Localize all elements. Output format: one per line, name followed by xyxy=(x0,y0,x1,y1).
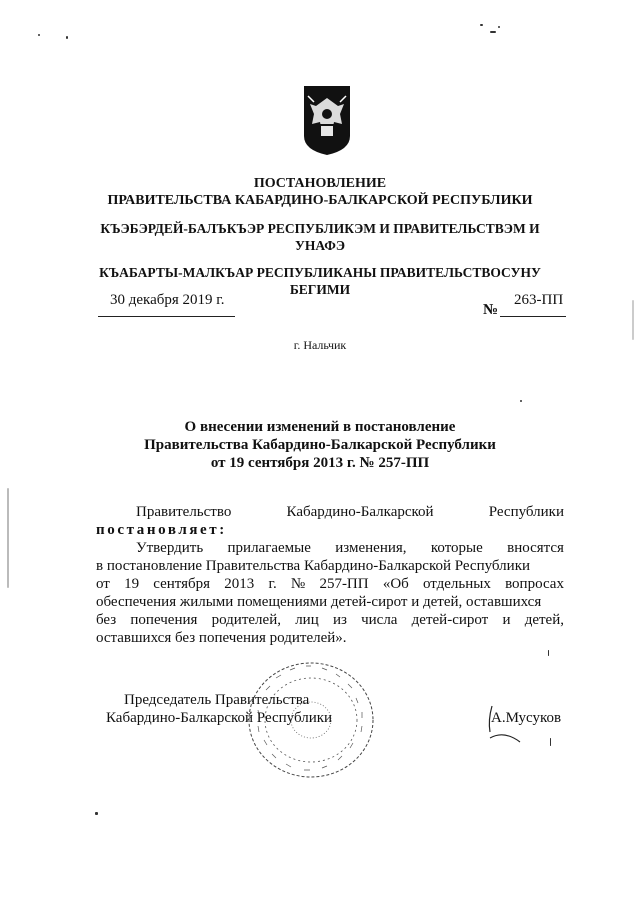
paragraph-2-line-2: в постановление Правительства Кабардино-Балкарской Республики xyxy=(96,558,531,574)
word: которые xyxy=(430,540,483,556)
word: «Об xyxy=(382,576,409,592)
scan-edge-mark xyxy=(632,300,634,340)
word: Утвердить xyxy=(136,540,204,556)
government-name-ru: ПРАВИТЕЛЬСТВА КАБАРДИНО-БАЛКАРСКОЙ РЕСПУБЛИКИ xyxy=(107,193,533,208)
signatory-position-line2: Кабардино-Балкарской Республики xyxy=(106,710,333,726)
word: от xyxy=(96,576,110,592)
government-name-kab-line2: УНАФЭ xyxy=(294,238,346,253)
handwritten-signature xyxy=(484,702,544,746)
paragraph-2-line-1 xyxy=(136,539,564,558)
government-name-balk-line1: КЪАБАРТЫ-МАЛКЪАР РЕСПУБЛИКАНЫ ПРАВИТЕЛЬСТВОСУНУ xyxy=(99,265,541,280)
document-date: 30 декабря 2019 г. xyxy=(110,292,225,308)
paragraph-2-line-4: обеспечения жилыми помещениями детей-сирот и детей, оставшихся xyxy=(96,594,542,610)
number-sign: № xyxy=(483,302,499,318)
paragraph-2-line-6: оставшихся без попечения родителей». xyxy=(96,630,347,646)
word: родителей, xyxy=(211,612,281,628)
date-underline xyxy=(98,316,235,317)
title-line-2: Правительства Кабардино-Балкарской Республики xyxy=(144,437,496,453)
word: 19 xyxy=(124,576,140,592)
word: Правительство xyxy=(136,504,232,520)
coat-of-arms-emblem xyxy=(302,84,352,156)
word: вносятся xyxy=(507,540,564,556)
word: отдельных xyxy=(422,576,491,592)
document-type: ПОСТАНОВЛЕНИЕ xyxy=(253,176,387,191)
scan-speck xyxy=(38,34,40,36)
government-name-balk-line2: БЕГИМИ xyxy=(289,282,351,297)
word: 2013 xyxy=(224,576,255,592)
paragraph-2-line-5 xyxy=(96,611,564,630)
government-name-kab-line1: КЪЭБЭРДЕЙ-БАЛЪКЪЭР РЕСПУБЛИКЭМ И ПРАВИТЕЛЬСТВЭМ И xyxy=(100,221,540,236)
paragraph-2-line-3 xyxy=(96,575,564,594)
city-name: г. Нальчик xyxy=(293,338,347,352)
word: из xyxy=(332,612,347,628)
word: прилагаемые xyxy=(227,540,311,556)
paragraph-1-line xyxy=(136,503,564,522)
word: Кабардино-Балкарской xyxy=(286,504,434,520)
word: № xyxy=(290,576,306,592)
scan-speck xyxy=(66,36,68,39)
scan-speck xyxy=(550,738,551,746)
word: сентября xyxy=(153,576,211,592)
scan-speck xyxy=(490,31,496,33)
title-line-3: от 19 сентября 2013 г. № 257-ПП xyxy=(210,455,430,471)
word: вопросах xyxy=(505,576,564,592)
word: детей, xyxy=(524,612,564,628)
word: г. xyxy=(268,576,277,592)
word: детей-сирот xyxy=(411,612,489,628)
document-number: 263-ПП xyxy=(514,292,564,308)
signatory-position-line1: Председатель Правительства xyxy=(124,692,310,708)
signatory-name: А.Мусуков xyxy=(491,710,562,726)
scan-speck xyxy=(498,26,500,28)
word: изменения, xyxy=(335,540,407,556)
scan-speck xyxy=(520,400,522,402)
scan-speck xyxy=(548,650,549,656)
word: без xyxy=(96,612,117,628)
word: числа xyxy=(361,612,398,628)
word: 257-ПП xyxy=(319,576,369,592)
word: попечения xyxy=(130,612,198,628)
word: Республики xyxy=(488,504,564,520)
number-underline xyxy=(500,316,566,317)
decree-word: постановляет: xyxy=(96,522,227,538)
scan-speck xyxy=(480,24,483,26)
word: лиц xyxy=(295,612,319,628)
word: и xyxy=(502,612,511,628)
title-line-1: О внесении изменений в постановление xyxy=(184,419,456,435)
scan-edge-mark xyxy=(7,488,9,588)
scan-speck xyxy=(95,812,98,815)
